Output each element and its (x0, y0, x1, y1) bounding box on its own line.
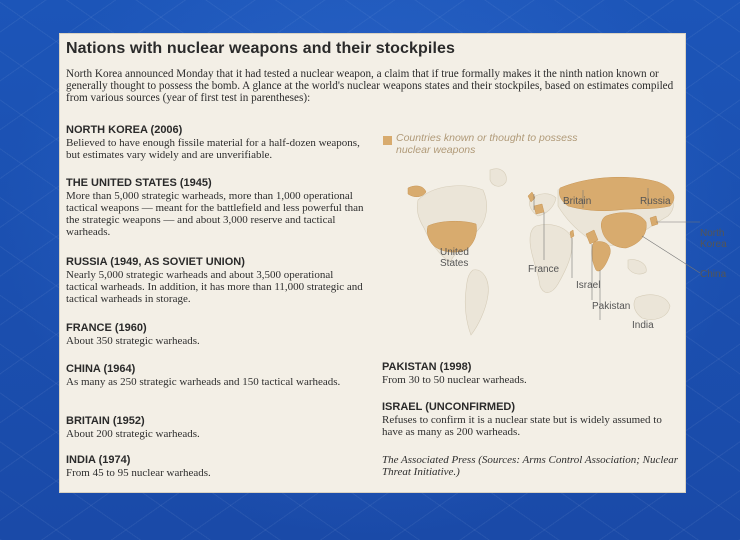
world-map (378, 130, 727, 348)
map-label-france: France (528, 264, 560, 275)
article-headline: Nations with nuclear weapons and their stockpiles (66, 40, 455, 57)
article-intro: North Korea announced Monday that it had tested a nuclear weapon, a claim that if true formally makes it the ninth nation known or generally thought to possess the bomb. A glance at the world's nuclear weapons states and their stockpiles, based on estimates compiled from various sources (year of first test in parentheses): (66, 68, 674, 105)
entry-description: Refuses to confirm it is a nuclear state but is widely assumed to have as many as 200 warheads. (382, 414, 662, 439)
entry-north-korea (66, 124, 366, 161)
entry-pakistan (382, 361, 682, 386)
entry-name: CHINA (1964) (66, 363, 136, 375)
entry-india (66, 454, 366, 479)
map-label-united-states: United States (440, 247, 469, 269)
landmass-africa (530, 225, 572, 293)
entry-name: RUSSIA (1949, AS SOVIET UNION) (66, 256, 245, 268)
entry-description: From 30 to 50 nuclear warheads. (382, 374, 527, 386)
newspaper-clipping (60, 34, 727, 492)
entry-description: As many as 250 strategic warheads and 150 tactical warheads. (66, 376, 341, 388)
landmass-south-america (465, 270, 488, 335)
landmass-greenland (490, 169, 506, 187)
entry-name: ISRAEL (UNCONFIRMED) (382, 401, 516, 413)
legend-swatch (383, 136, 392, 145)
landmass-australia (634, 295, 670, 320)
country-israel (570, 230, 574, 238)
entry-description: From 45 to 95 nuclear warheads. (66, 467, 211, 479)
entry-name: THE UNITED STATES (1945) (66, 177, 212, 189)
entry-name: PAKISTAN (1998) (382, 361, 472, 373)
entry-description: About 200 strategic warheads. (66, 428, 200, 440)
article-credit: The Associated Press (Sources: Arms Control Association; Nuclear Threat Initiative.) (382, 454, 679, 479)
entry-russia (66, 256, 366, 305)
entry-china (66, 363, 366, 388)
country-united-states-alaska (408, 186, 426, 197)
country-france (534, 204, 544, 214)
entry-name: BRITAIN (1952) (66, 415, 145, 427)
entry-description: Believed to have enough fissile material for a half-dozen weapons, but estimates vary widely and are unverifiable. (66, 137, 360, 162)
entry-description: More than 5,000 strategic warheads, more than 1,000 operational tactical weapons — meant for the battlefield and less powerful than the strategic weapons — and about 3,000 reserve and tactical warheads. (66, 190, 364, 239)
map-label-pakistan: Pakistan (592, 301, 631, 312)
world-map-graphic (378, 130, 684, 348)
entry-britain (66, 415, 366, 440)
map-label-russia: Russia (640, 196, 671, 207)
entry-name: FRANCE (1960) (66, 322, 147, 334)
map-label-china: China (700, 269, 727, 280)
entry-name: INDIA (1974) (66, 454, 131, 466)
map-label-india: India (632, 320, 654, 331)
entry-name: NORTH KOREA (2006) (66, 124, 183, 136)
map-label-britain: Britain (563, 196, 592, 207)
country-india (592, 242, 610, 272)
entry-united-states (66, 177, 366, 238)
entry-description: About 350 strategic warheads. (66, 335, 200, 347)
landmass-southeast-asia (628, 260, 646, 274)
map-label-north-korea: North Korea (700, 228, 727, 250)
entry-description: Nearly 5,000 strategic warheads and about 3,500 operational tactical warheads. In addition, it has more than 11,000 strategic and tactical warheads in storage. (66, 269, 363, 306)
entry-israel (382, 401, 682, 438)
entry-france (66, 322, 366, 347)
map-legend: Countries known or thought to possess nuclear weapons (396, 132, 578, 156)
map-label-israel: Israel (576, 280, 601, 291)
